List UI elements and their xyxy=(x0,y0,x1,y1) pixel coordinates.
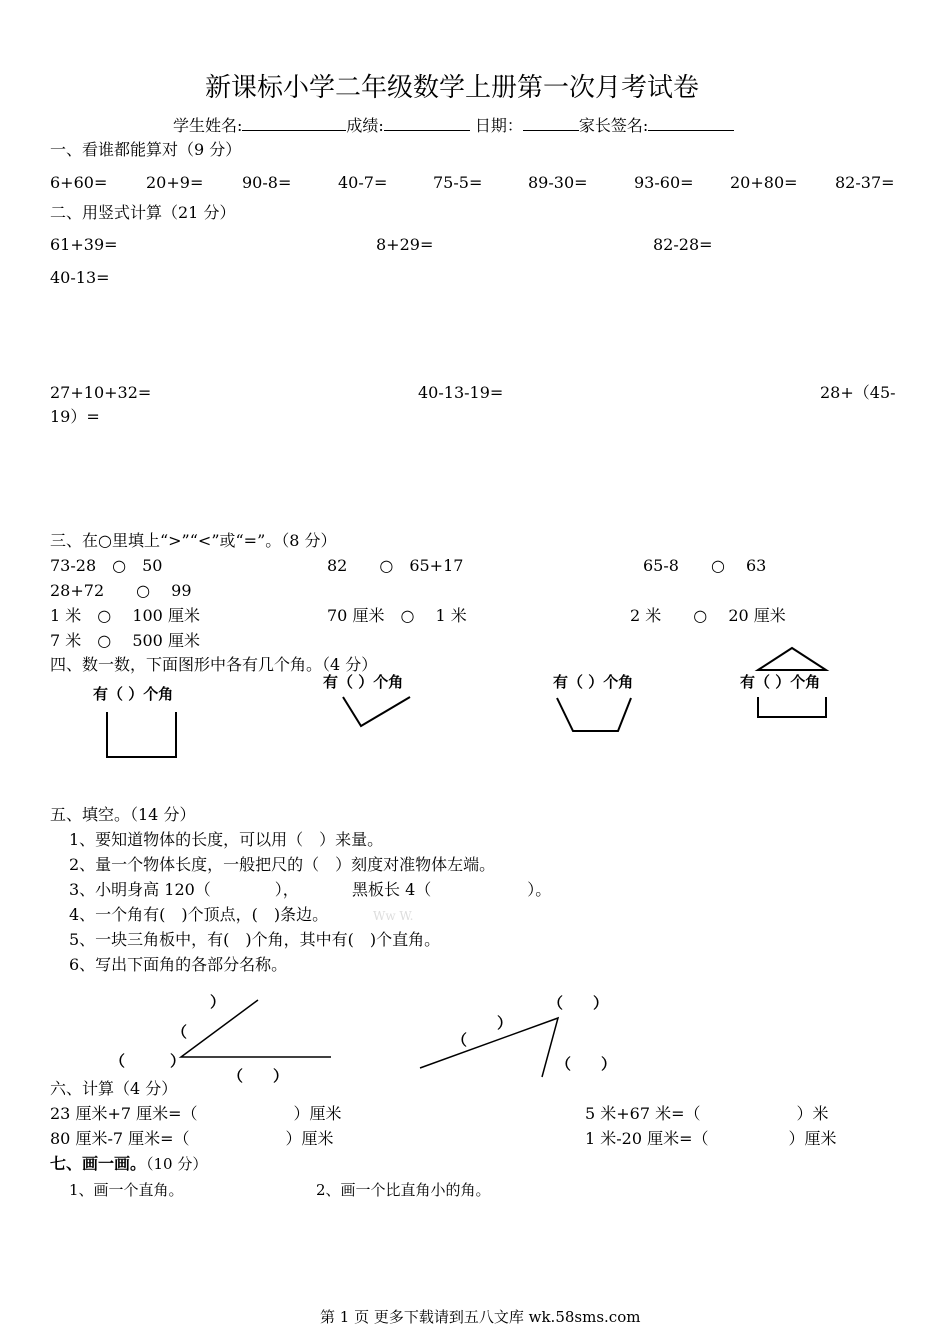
s1-item: 75-5= xyxy=(433,173,483,192)
fill-question: 2、量一个物体长度，一般把尺的（ ）刻度对准物体左端。 xyxy=(69,855,496,874)
date-label: 日期： xyxy=(474,116,523,135)
s2-item: 28+（45- xyxy=(820,383,896,402)
section-3-heading: 三、在○里填上“>”“<”或“=”。（8 分） xyxy=(50,531,337,550)
angle-part-mark: ） xyxy=(210,993,226,1011)
s1-item: 20+80= xyxy=(730,173,798,192)
u-shape-figure xyxy=(107,712,176,757)
section-4-heading: 四、数一数，下面图形中各有几个角。（4 分） xyxy=(50,655,378,674)
fill-question: 黑板长 4（ ）。 xyxy=(352,880,552,899)
s1-item: 93-60= xyxy=(634,173,694,192)
angle-count-label: 有（ ）个角 xyxy=(553,673,634,691)
compare-item: 65-8 ○ 63 xyxy=(643,556,767,575)
s1-item: 90-8= xyxy=(242,173,292,192)
compare-item: 28+72 ○ 99 xyxy=(50,581,192,600)
s2-item: 82-28= xyxy=(653,235,713,254)
angle-part-blank: （ ） xyxy=(228,1067,289,1085)
s2-item: 27+10+32= xyxy=(50,383,152,402)
calc-item: 1 米-20 厘米=（ ）厘米 xyxy=(585,1129,837,1148)
s1-item: 40-7= xyxy=(338,173,388,192)
angle-count-label: 有（ ）个角 xyxy=(740,673,821,691)
angle-part-blank: （ ） xyxy=(548,994,609,1012)
trapezoid-figure xyxy=(557,698,631,731)
fill-question: 4、一个角有( )个顶点，( )条边。 xyxy=(69,905,329,924)
fill-question: 1、要知道物体的长度，可以用（ ）来量。 xyxy=(69,830,384,849)
angle-part-mark: （ xyxy=(452,1031,468,1049)
compare-item: 2 米 ○ 20 厘米 xyxy=(630,606,786,625)
angle-count-label: 有（ ）个角 xyxy=(323,673,404,691)
s2-item: 40-13= xyxy=(50,268,110,287)
house-figure xyxy=(758,648,826,717)
angle-diagram-2 xyxy=(420,1018,558,1077)
angle-count-label: 有（ ）个角 xyxy=(93,685,174,703)
angle-part-blank: （ ） xyxy=(556,1055,617,1073)
calc-item: 80 厘米-7 厘米=（ ）厘米 xyxy=(50,1129,334,1148)
calc-item: 5 米+67 米=（ ）米 xyxy=(585,1104,829,1123)
parent-label: 家长签名: xyxy=(578,116,649,135)
section-6-heading: 六、计算（4 分） xyxy=(50,1079,178,1098)
s2-item: 61+39= xyxy=(50,235,118,254)
s1-item: 6+60= xyxy=(50,173,108,192)
s2-item: 40-13-19= xyxy=(418,383,504,402)
draw-question: 1、画一个直角。 xyxy=(69,1181,184,1199)
angle-part-mark: （ xyxy=(110,1052,126,1070)
draw-question: 2、画一个比直角小的角。 xyxy=(316,1181,491,1199)
fill-question: 5、一块三角板中，有( )个角，其中有( )个直角。 xyxy=(69,930,441,949)
s2-item: 8+29= xyxy=(376,235,434,254)
compare-item: 7 米 ○ 500 厘米 xyxy=(50,631,200,650)
calc-item: 23 厘米+7 厘米=（ ）厘米 xyxy=(50,1104,342,1123)
page-footer: 第 1 页 更多下载请到五八文库 wk.58sms.com xyxy=(320,1308,641,1326)
compare-item: 82 ○ 65+17 xyxy=(327,556,464,575)
angle-part-mark: ） xyxy=(170,1052,186,1070)
fill-question: 3、小明身高 120（ ）， xyxy=(69,880,299,899)
section-5-heading: 五、填空。（14 分） xyxy=(50,805,196,824)
score-label: 成绩: xyxy=(346,116,384,135)
section-7-heading-bold: 七、画一画。 xyxy=(50,1154,147,1173)
s1-item: 82-37= xyxy=(835,173,895,192)
section-7-heading-points: （10 分） xyxy=(146,1155,208,1173)
watermark-text: Ww W. xyxy=(373,909,414,923)
angle-diagram-1 xyxy=(181,1000,331,1057)
v-angle-figure xyxy=(343,697,410,726)
s2-item-continued: 19）= xyxy=(50,407,100,426)
compare-item: 1 米 ○ 100 厘米 xyxy=(50,606,200,625)
section-1-heading: 一、看谁都能算对（9 分） xyxy=(50,140,242,159)
compare-item: 70 厘米 ○ 1 米 xyxy=(327,606,467,625)
angle-part-mark: （ xyxy=(172,1023,188,1041)
fill-question: 6、写出下面角的各部分名称。 xyxy=(69,955,288,974)
s1-item: 20+9= xyxy=(146,173,204,192)
section-2-heading: 二、用竖式计算（21 分） xyxy=(50,203,236,222)
s1-item: 89-30= xyxy=(528,173,588,192)
angle-part-mark: ） xyxy=(497,1014,513,1032)
page-title: 新课标小学二年级数学上册第一次月考试卷 xyxy=(205,73,700,103)
section-7-heading xyxy=(50,1154,207,1174)
compare-item: 73-28 ○ 50 xyxy=(50,556,163,575)
name-label: 学生姓名: xyxy=(173,116,243,135)
